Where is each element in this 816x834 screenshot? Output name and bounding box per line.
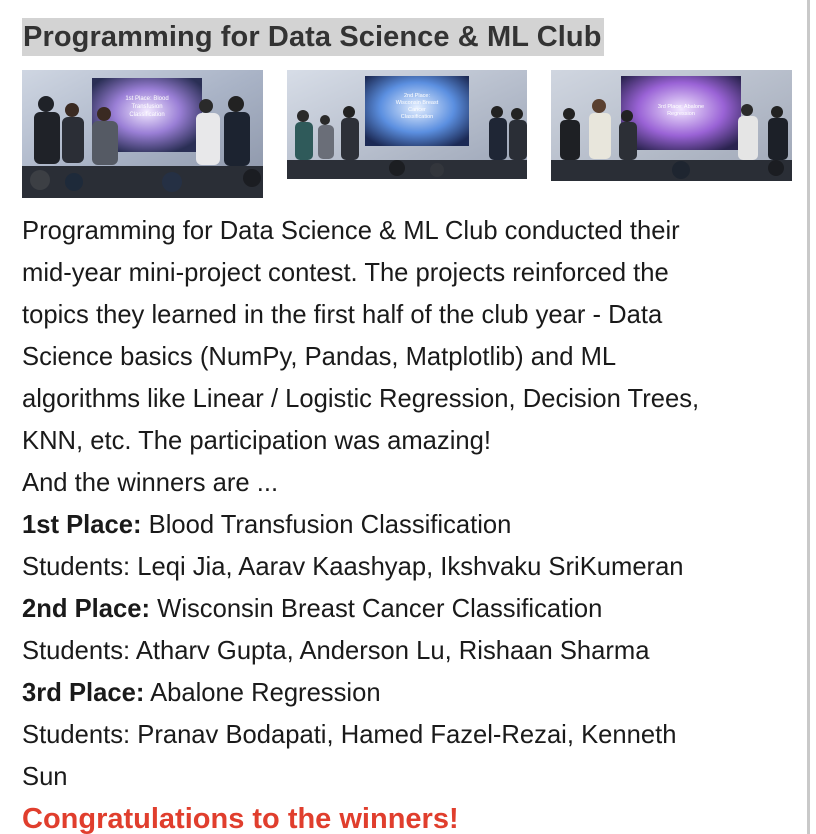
page-title: Programming for Data Science & ML Club [22, 18, 604, 56]
photo-first-place[interactable] [22, 70, 263, 198]
slide-text-2d: Classification [400, 114, 434, 120]
slide-text-2c: Cancer [408, 107, 426, 113]
slide-text-1c: Classification [129, 112, 165, 118]
photo-third-place[interactable] [551, 70, 792, 181]
paragraph-line: Science basics (NumPy, Pandas, Matplotlib) and ML [22, 343, 617, 371]
slide-text-3b: Regression [667, 111, 695, 117]
photo-second-place-image [287, 70, 527, 179]
slide-text-3a: 3rd Place: Abalone [657, 104, 705, 110]
winner-second-place [22, 588, 802, 630]
photo-third-place-image [551, 70, 792, 181]
students-second-place: Students: Atharv Gupta, Anderson Lu, Rishaan Sharma [22, 637, 650, 665]
paragraph-line: KNN, etc. The participation was amazing! [22, 427, 491, 455]
slide-text-2a: 2nd Place: [404, 93, 430, 99]
place-label: 1st Place: [22, 511, 142, 539]
slide-text-1b: Transfusion [131, 104, 163, 110]
paragraph-line: Programming for Data Science & ML Club conducted their [22, 217, 680, 245]
students-first-place: Students: Leqi Jia, Aarav Kaashyap, Ikshvaku SriKumeran [22, 553, 684, 581]
photo-first-place-image [22, 70, 263, 198]
winner-first-place [22, 504, 802, 546]
photo-second-place[interactable] [287, 70, 527, 179]
project-name: Wisconsin Breast Cancer Classification [157, 595, 603, 623]
winners-intro: And the winners are ... [22, 469, 279, 497]
students-third-place-cont: Sun [22, 763, 68, 791]
students-third-place: Students: Pranav Bodapati, Hamed Fazel-Rezai, Kenneth [22, 721, 677, 749]
slide-text-1a: 1st Place: Blood [125, 96, 169, 102]
place-label: 2nd Place: [22, 595, 151, 623]
article-body [22, 210, 802, 834]
congratulations-message: Congratulations to the winners! [22, 803, 459, 834]
project-name: Abalone Regression [150, 679, 381, 707]
paragraph-line: topics they learned in the first half of the club year - Data [22, 301, 663, 329]
paragraph-line: mid-year mini-project contest. The projects reinforced the [22, 259, 669, 287]
place-label: 3rd Place: [22, 679, 145, 707]
paragraph-line: algorithms like Linear / Logistic Regression, Decision Trees, [22, 385, 700, 413]
slide-text-2b: Wisconsin Breast [395, 100, 439, 106]
winner-third-place [22, 672, 802, 714]
title-block [22, 18, 604, 56]
project-name: Blood Transfusion Classification [148, 511, 512, 539]
